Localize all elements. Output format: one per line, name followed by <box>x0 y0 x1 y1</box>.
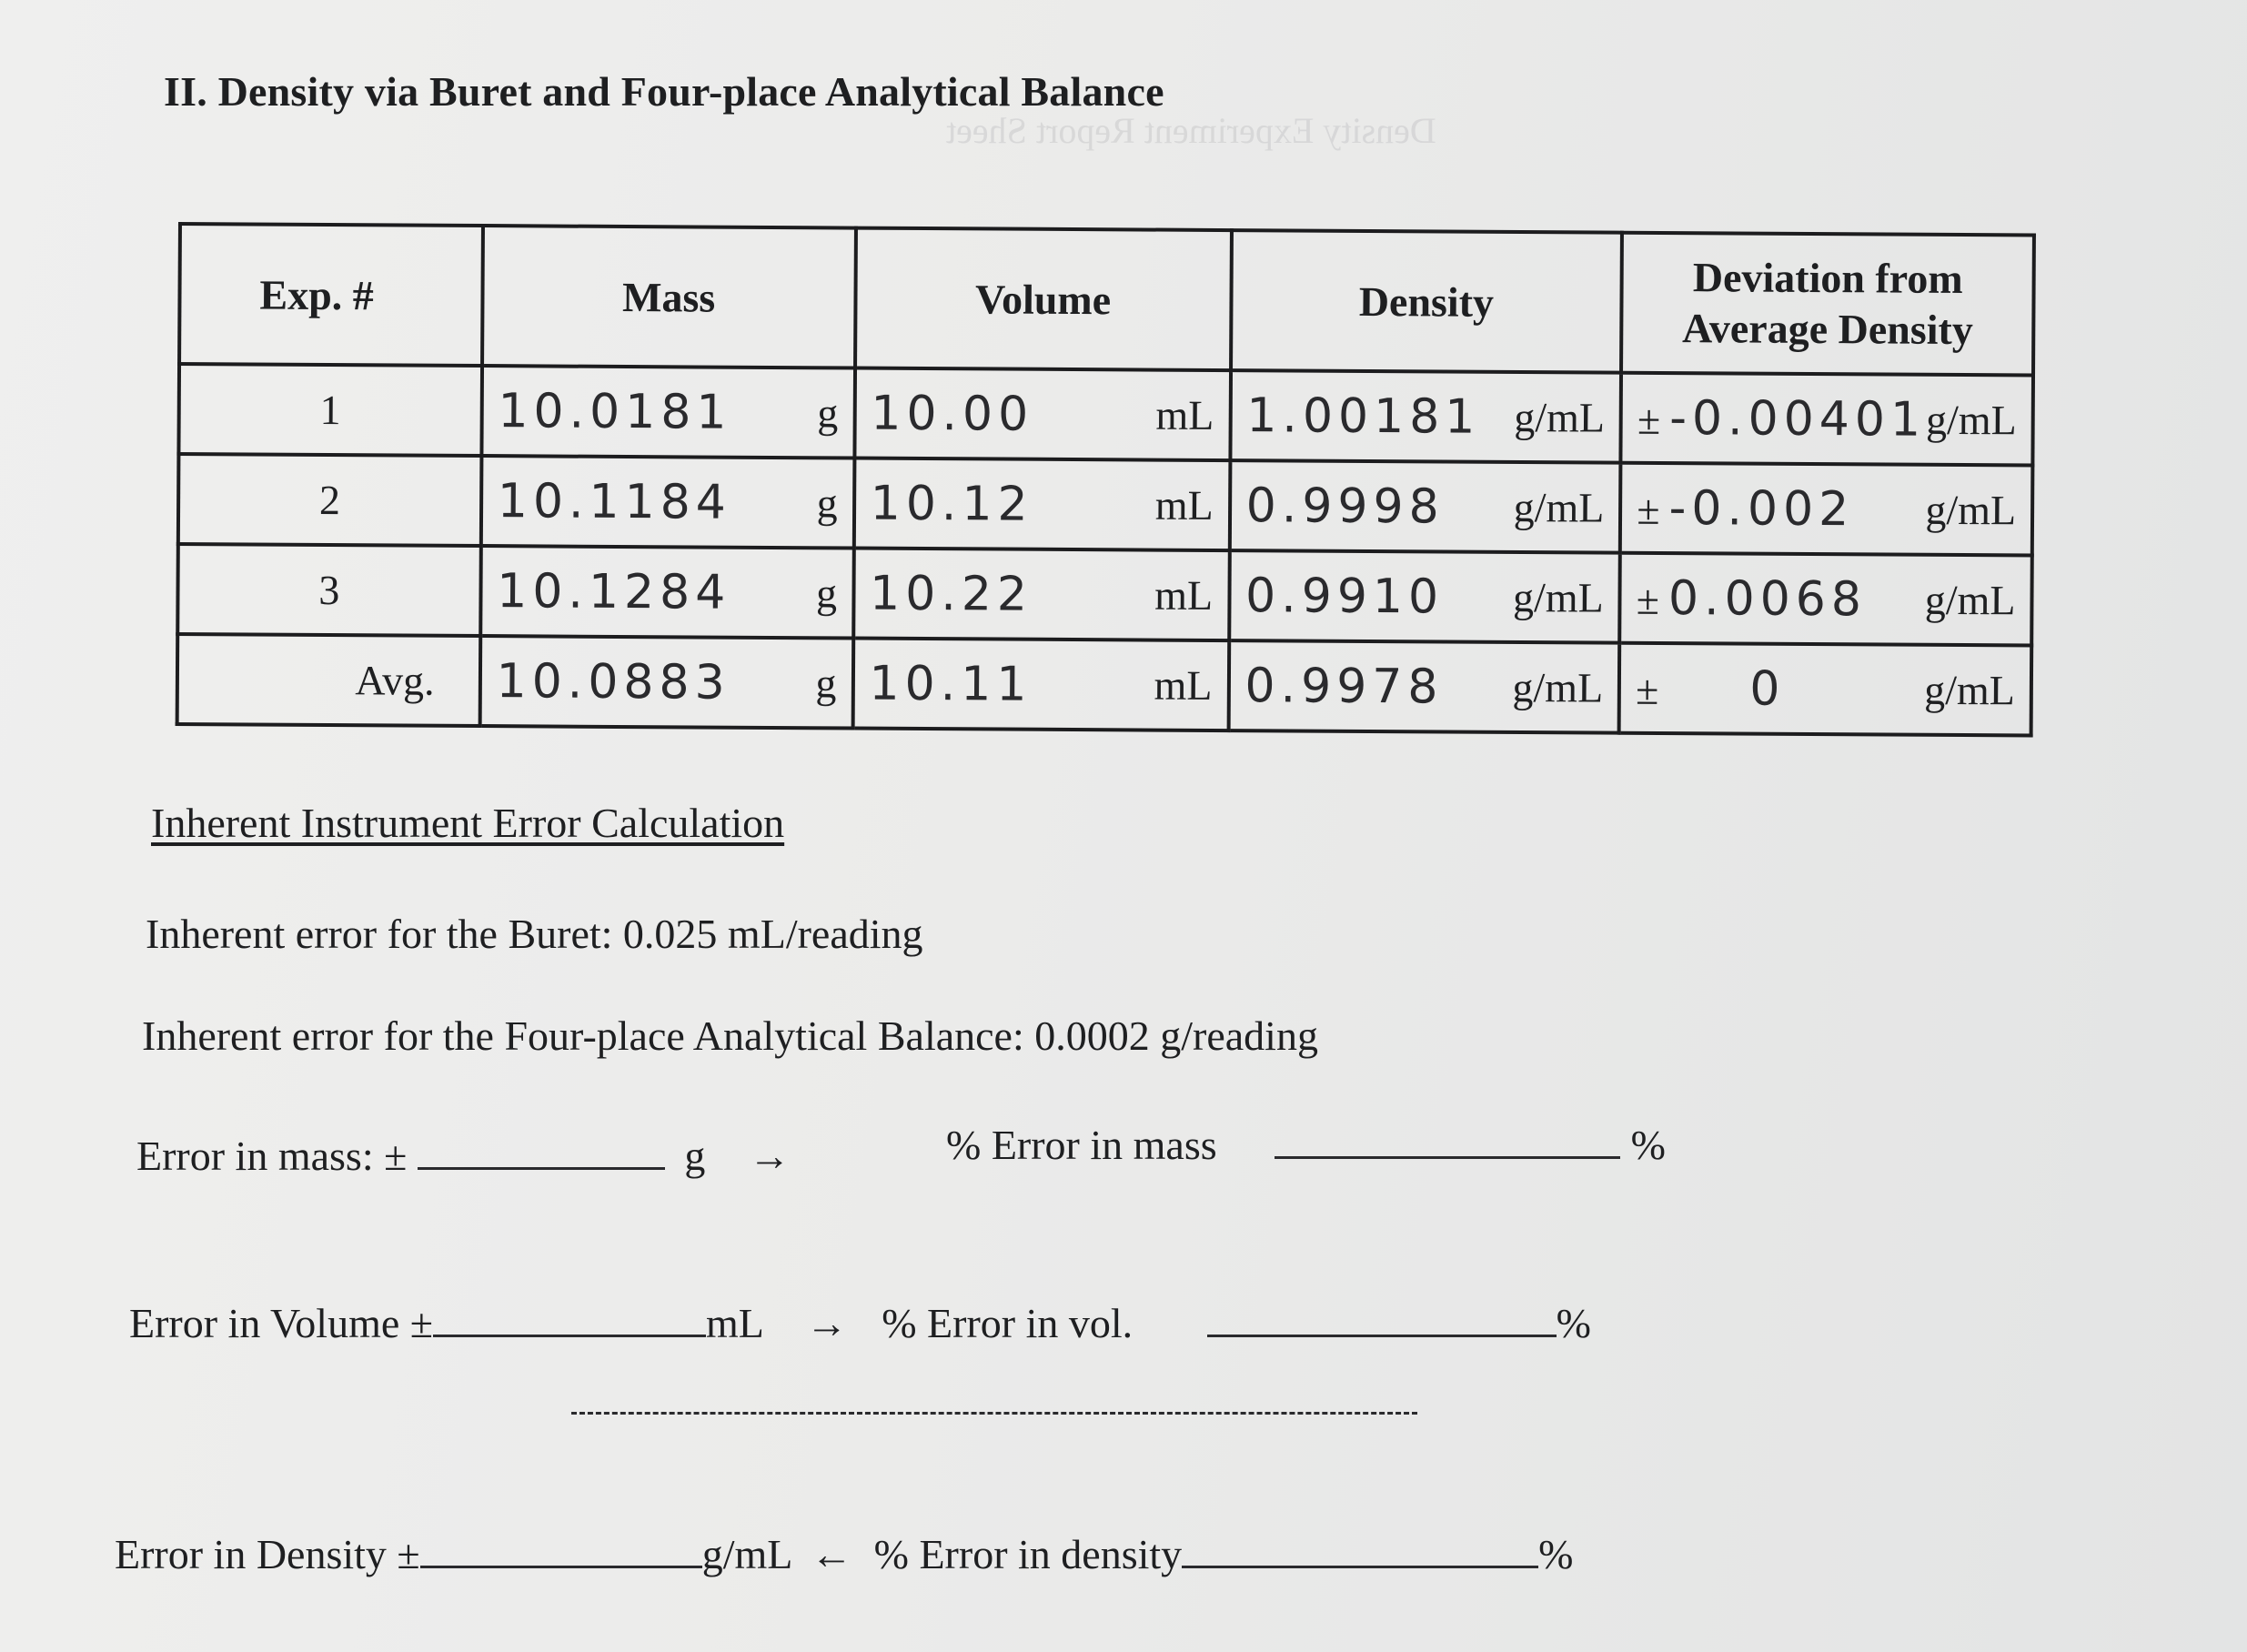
volume-value: 10.00 <box>871 386 1034 442</box>
pct-error-density-sign: % <box>1538 1531 1574 1577</box>
header-mass: Mass <box>482 226 856 368</box>
header-deviation-line2: Average Density <box>1681 305 1973 354</box>
error-density-row <box>115 1530 1574 1578</box>
table-row <box>177 544 2032 645</box>
plus-minus: ± <box>1637 396 1661 443</box>
plus-minus: ± <box>1636 576 1660 623</box>
header-density: Density <box>1231 230 1623 373</box>
table-row <box>178 364 2033 465</box>
volume-value: 10.12 <box>870 476 1033 532</box>
error-mass-blank[interactable] <box>418 1167 665 1170</box>
mass-unit: g <box>815 660 837 707</box>
error-mass-unit: g <box>684 1133 706 1179</box>
pct-error-density-blank[interactable] <box>1182 1566 1538 1568</box>
volume-unit: mL <box>1155 391 1214 438</box>
volume-unit: mL <box>1154 571 1214 619</box>
pct-error-mass-blank[interactable] <box>1275 1156 1620 1159</box>
density-table <box>176 222 2036 737</box>
deviation-value: -0.002 <box>1668 480 1855 537</box>
mass-value: 10.0181 <box>498 383 732 440</box>
section-heading: Inherent Instrument Error Calculation <box>151 800 785 846</box>
pct-error-mass-label: % Error in mass <box>946 1122 1217 1168</box>
header-exp: Exp. # <box>179 224 483 366</box>
density-unit: g/mL <box>1513 483 1605 531</box>
exp-cell: 3 <box>177 544 480 636</box>
pct-error-mass-sign: % <box>1630 1122 1666 1168</box>
density-unit: g/mL <box>1514 393 1606 441</box>
header-deviation <box>1621 233 2034 376</box>
mass-cell <box>481 456 855 549</box>
density-value: 1.00181 <box>1246 388 1481 445</box>
volume-cell <box>853 458 1230 551</box>
mass-unit: g <box>817 389 839 437</box>
deviation-value: 0.0068 <box>1668 570 1868 627</box>
volume-cell <box>854 368 1231 461</box>
deviation-unit: g/mL <box>1924 666 2016 714</box>
mass-value: 10.1284 <box>497 563 731 620</box>
error-mass-label: Error in mass: ± <box>136 1133 408 1179</box>
deviation-cell <box>1619 553 2031 646</box>
mass-cell <box>481 366 855 458</box>
density-value: 0.9998 <box>1245 478 1445 535</box>
volume-value: 10.11 <box>869 656 1033 712</box>
pct-error-density-label: % Error in density <box>873 1531 1183 1577</box>
density-value: 0.9910 <box>1244 568 1445 625</box>
arrow-right-icon: → <box>748 1133 791 1179</box>
error-density-blank[interactable] <box>420 1566 702 1568</box>
density-cell <box>1228 640 1619 733</box>
deviation-unit: g/mL <box>1925 486 2017 534</box>
deviation-unit: g/mL <box>1925 396 2017 444</box>
deviation-unit: g/mL <box>1924 576 2016 624</box>
buret-error-text: Inherent error for the Buret: 0.025 mL/reading <box>146 911 923 957</box>
pct-error-volume-label: % Error in vol. <box>882 1300 1134 1346</box>
table-row <box>178 454 2033 555</box>
error-volume-unit: mL <box>706 1300 763 1346</box>
volume-cell <box>852 639 1229 731</box>
density-unit: g/mL <box>1512 573 1604 621</box>
mass-unit: g <box>816 479 838 527</box>
table-row-average <box>177 634 2032 735</box>
plus-minus: ± <box>1635 666 1659 713</box>
mass-value: 10.0883 <box>496 653 731 710</box>
error-volume-row <box>129 1299 1591 1347</box>
divider-dashed <box>571 1412 1417 1415</box>
pct-error-volume-sign: % <box>1556 1300 1591 1346</box>
density-cell <box>1229 460 1620 553</box>
error-mass-row <box>136 1132 791 1180</box>
bleed-through-text: Density Experiment Report Sheet <box>946 110 1436 151</box>
error-volume-blank[interactable] <box>433 1335 706 1337</box>
pct-error-mass-row <box>946 1121 1666 1169</box>
deviation-cell <box>1619 643 2031 736</box>
volume-cell <box>853 549 1230 641</box>
exp-cell: 2 <box>178 454 481 546</box>
mass-unit: g <box>815 569 838 617</box>
mass-cell <box>479 636 853 729</box>
density-value: 0.9978 <box>1244 658 1444 715</box>
exp-cell-avg: Avg. <box>177 634 480 726</box>
pct-error-volume-blank[interactable] <box>1207 1335 1557 1337</box>
plus-minus: ± <box>1637 486 1660 533</box>
deviation-value: 0 <box>1749 661 1786 717</box>
balance-error-text: Inherent error for the Four-place Analytical Balance: 0.0002 g/reading <box>142 1012 1318 1059</box>
arrow-left-icon: ← <box>811 1531 853 1577</box>
error-volume-label: Error in Volume ± <box>129 1300 434 1346</box>
header-volume: Volume <box>855 228 1232 371</box>
header-deviation-line1: Deviation from <box>1692 254 1963 302</box>
exp-cell: 1 <box>178 364 481 456</box>
density-cell <box>1229 550 1620 643</box>
section-title: II. Density via Buret and Four-place Analytical Balance <box>164 68 1164 115</box>
volume-unit: mL <box>1154 481 1214 529</box>
table-header-row <box>179 224 2034 375</box>
volume-unit: mL <box>1154 661 1213 709</box>
error-density-unit: g/mL <box>701 1531 791 1577</box>
deviation-cell <box>1621 373 2033 466</box>
mass-value: 10.1184 <box>497 473 732 530</box>
volume-value: 10.22 <box>869 566 1033 622</box>
arrow-right-icon: → <box>805 1300 848 1346</box>
mass-cell <box>480 546 854 639</box>
error-density-label: Error in Density ± <box>115 1531 420 1577</box>
density-cell <box>1230 370 1621 463</box>
deviation-value: -0.00401 <box>1669 390 1927 448</box>
density-unit: g/mL <box>1512 663 1604 711</box>
deviation-cell <box>1620 463 2032 556</box>
